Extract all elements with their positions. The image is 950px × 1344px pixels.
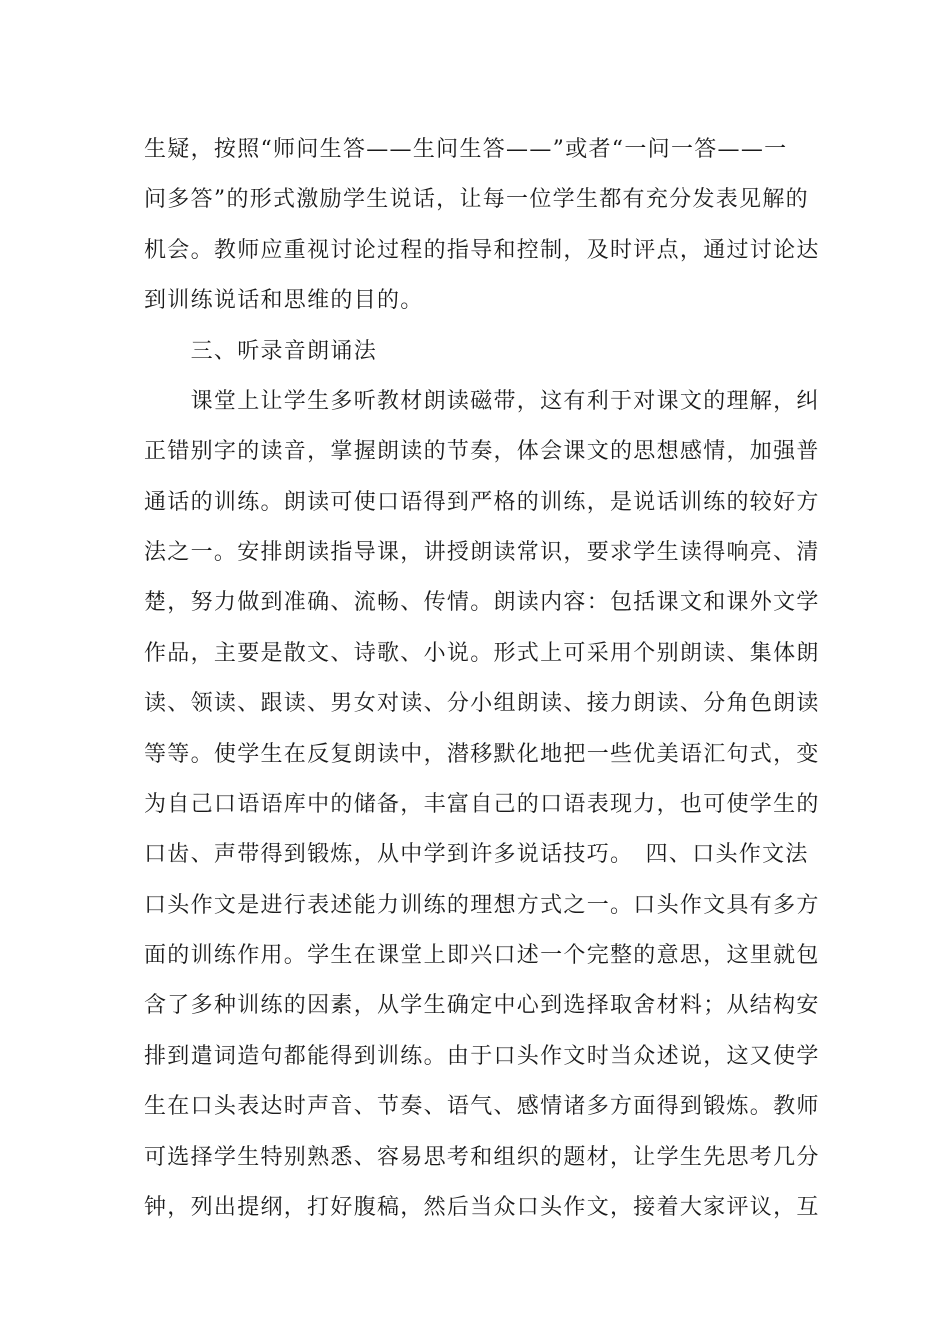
text-line: 生疑，按照“师问生答——生问生答——”或者“一问一答——一 [144, 137, 788, 162]
text-line: 口头作文是进行表述能力训练的理想方式之一。口头作文具有多方 [144, 893, 820, 918]
text-line: 通话的训练。朗读可使口语得到严格的训练，是说话训练的较好方 [144, 490, 820, 515]
text-line: 为自己口语语库中的储备，丰富自己的口语表现力，也可使学生的 [144, 792, 820, 817]
text-line: 面的训练作用。学生在课堂上即兴口述一个完整的意思，这里就包 [144, 943, 820, 968]
text-line: 法之一。安排朗读指导课，讲授朗读常识，要求学生读得响亮、清 [144, 540, 820, 565]
text-line: 排到遣词造句都能得到训练。由于口头作文时当众述说，这又使学 [144, 1044, 820, 1069]
text-line: 问多答”的形式激励学生说话，让每一位学生都有充分发表见解的 [144, 187, 809, 212]
text-line: 含了多种训练的因素，从学生确定中心到选择取舍材料；从结构安 [144, 993, 820, 1018]
text-line: 口齿、声带得到锻炼，从中学到许多说话技巧。 四、口头作文法 [144, 842, 809, 867]
text-line: 正错别字的读音，掌握朗读的节奏，体会课文的思想感情，加强普 [144, 439, 820, 464]
text-line: 钟，列出提纲，打好腹稿，然后当众口头作文，接着大家评议，互 [144, 1195, 820, 1220]
text-line: 读、领读、跟读、男女对读、分小组朗读、接力朗读、分角色朗读 [144, 691, 820, 716]
section-heading: 三、听录音朗诵法 [144, 339, 378, 364]
text-line: 课堂上让学生多听教材朗读磁带，这有利于对课文的理解，纠 [144, 389, 820, 414]
text-line: 作品，主要是散文、诗歌、小说。形式上可采用个别朗读、集体朗 [144, 641, 820, 666]
text-line: 等等。使学生在反复朗读中，潜移默化地把一些优美语汇句式，变 [144, 742, 820, 767]
text-line: 可选择学生特别熟悉、容易思考和组织的题材，让学生先思考几分 [144, 1145, 820, 1170]
text-line: 到训练说话和思维的目的。 [144, 288, 424, 313]
text-line: 楚，努力做到准确、流畅、传情。朗读内容：包括课文和课外文学 [144, 590, 820, 615]
text-line: 机会。教师应重视讨论过程的指导和控制，及时评点，通过讨论达 [144, 238, 820, 263]
text-line: 生在口头表达时声音、节奏、语气、感情诸多方面得到锻炼。教师 [144, 1094, 820, 1119]
